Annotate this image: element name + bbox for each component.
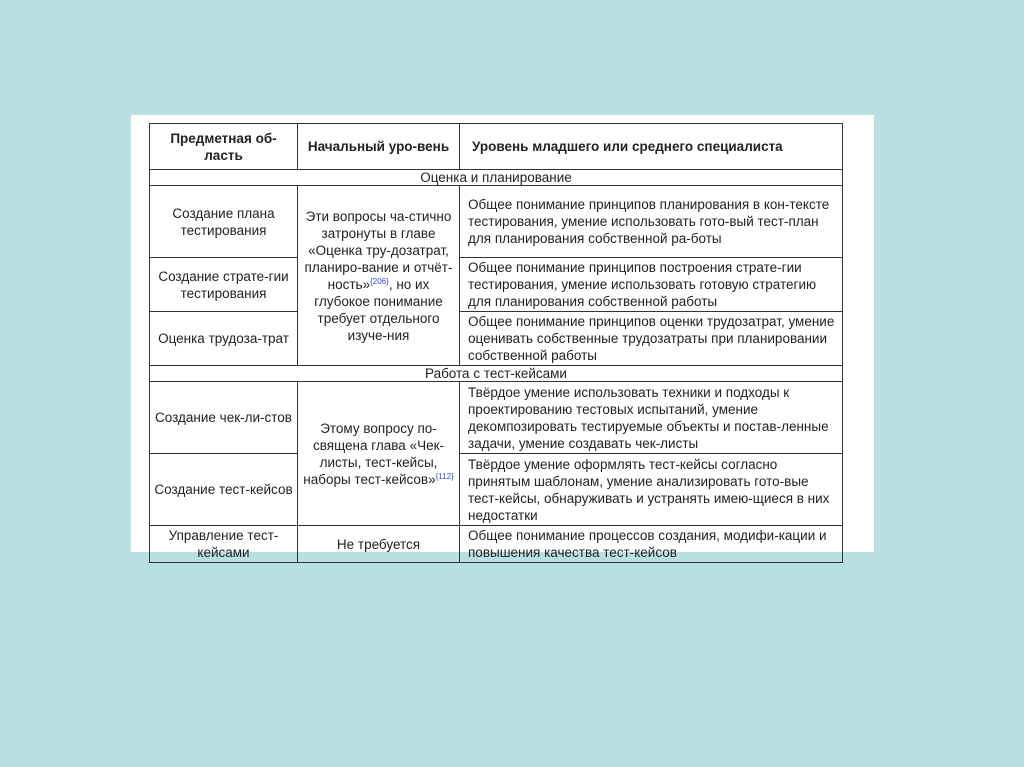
base-cell [298,382,460,526]
base-cell: Не требуется [298,526,460,563]
subject-cell: Создание тест-кейсов [150,454,298,526]
subject-cell: Создание чек-ли-стов [150,382,298,454]
section-title: Работа с тест-кейсами [150,366,843,382]
advanced-cell: Общее понимание принципов планирования в кон-тексте тестирования, умение использовать гото-вый тест-план для планирования собственной ра-боты [460,186,843,258]
advanced-cell: Общее понимание принципов построения страте-гии тестирования, умение использовать готовую стратегию для планирования собственной работы [460,258,843,312]
base-text: Этому вопросу по-священа глава «Чек-листы, тест-кейсы, наборы тест-кейсов» [303,420,444,487]
page-reference: {112} [435,471,454,481]
page-reference: {206} [370,276,389,286]
section-row [150,366,843,382]
table-row [150,382,843,454]
subject-cell: Оценка трудоза-трат [150,312,298,366]
table-row [150,312,843,366]
base-text-continued: , но их глубокое понимание требует отдельного изуче-ния [314,276,443,343]
table-row [150,258,843,312]
section-title: Оценка и планирование [150,170,843,186]
subject-cell: Управление тест-кейсами [150,526,298,563]
subject-cell: Создание страте-гии тестирования [150,258,298,312]
base-cell [298,186,460,366]
header-advanced: Уровень младшего или среднего специалиста [460,124,843,170]
section-row [150,170,843,186]
advanced-cell: Твёрдое умение оформлять тест-кейсы согласно принятым шаблонам, умение анализировать гото-вые тест-кейсы, обнаруживать и устранять имею-щиеся в них недостатки [460,454,843,526]
advanced-cell: Общее понимание процессов создания, модифи-кации и повышения качества тест-кейсов [460,526,843,563]
table-row [150,454,843,526]
table-row [150,186,843,258]
header-row [150,124,843,170]
advanced-cell: Твёрдое умение использовать техники и подходы к проектированию тестовых испытаний, умение декомпозировать тестируемые объекты и постав-ленные задачи, умение создавать чек-листы [460,382,843,454]
header-subject: Предметная об-ласть [150,124,298,170]
advanced-cell: Общее понимание принципов оценки трудозатрат, умение оценивать собственные трудозатраты при планировании собственной работы [460,312,843,366]
header-base: Начальный уро-вень [298,124,460,170]
slide-content [131,115,874,560]
base-text: Эти вопросы ча-стично затронуты в главе «Оценка тру-дозатрат, планиро-вание и отчёт-ность» [304,208,453,292]
skills-table [149,123,843,563]
subject-cell: Создание плана тестирования [150,186,298,258]
table-row [150,526,843,563]
